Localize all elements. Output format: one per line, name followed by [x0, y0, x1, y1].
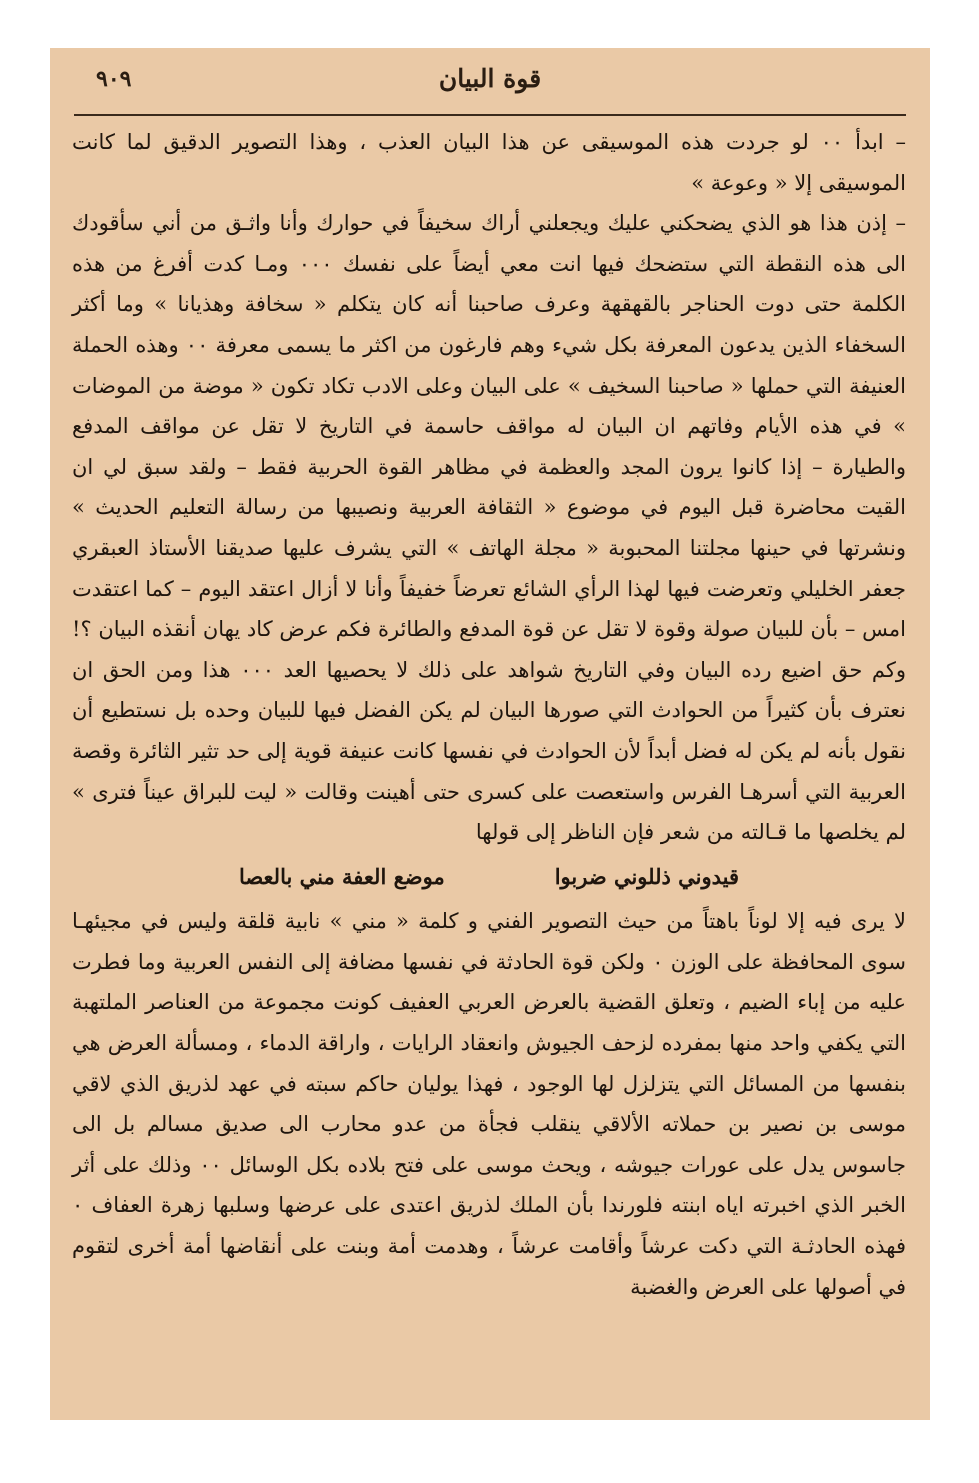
paragraph: لا يرى فيه إلا لوناً باهتاً من حيث التصوير الفني و كلمة « مني » نابية قلقة وليس في مجيئهـا سوى المحافظة على الوزن ٠ ولكن قوة الحادثة في نفسها مضافة إلى النفس العربية وما فطرت عليه من إباء الضيم ، وتعلق القضية بالعرض العربي العفيف كونت مجموعة من العناصر الملتهبة التي يكفي واحد منها بمفرده لزحف الجيوش وانعقاد الرايات ، واراقة الدماء ، ومسألة العرض هي بنفسها من المسائل التي يتزلزل لها الوجود ، فهذا يوليان حاكم سبته في عهد لذريق الذي لاقي موسى بن نصير بن حملاته الألاقي ينقلب فجأة من عدو محارب الى صديق مسالم بل الى جاسوس يدل على عورات جيوشه ، ويحث موسى على فتح بلاده بكل الوسائل ٠٠ وذلك على أثر الخبر الذي اخبرته اياه ابنته فلورندا بأن الملك لذريق اعتدى على عرضها وسلبها زهرة العفاف ٠ فهذه الحادثـة التي دكت عرشاً وأقامت عرشاً ، وهدمت أمة وبنت على أنقاضها أمة أخرى لتقوم في أصولها على العرض والغضبة — [72, 909, 907, 1299]
verse-second-hemistich: موضع العفة مني بالعصا — [238, 863, 445, 889]
header-rule — [74, 114, 906, 116]
paragraph: – ابدأ ٠٠ لو جردت هذه الموسيقى عن هذا البيان العذب ، وهذا التصوير الدقيق لما كانت الموسيقى إلا « وعوعة » — [72, 130, 906, 195]
book-page — [50, 48, 930, 1420]
running-title: قوة البيان — [438, 64, 542, 93]
poem-verse — [72, 857, 906, 898]
page-body — [72, 122, 906, 1307]
verse-first-hemistich: قيدوني ذللوني ضربوا — [554, 863, 740, 889]
paragraph: – إذن هذا هو الذي يضحكني عليك ويجعلني أراك سخيفاً في حوارك وأنا واثـق من أني سأقودك الى هذه النقطة التي ستضحك فيها انت معي أيضاً على نفسك ٠٠٠ ومـا كدت أفرغ من هذه الكلمة حتى دوت الحناجر بالقهقهة وعرف صاحبنا أنه كان يتكلم « سخافة وهذيانا » وما أكثر السخفاء الذين يدعون المعرفة بكل شيء وهم فارغون من اكثر ما يسمى معرفة ٠٠ وهذه الحملة العنيفة التي حملها « صاحبنا السخيف » على البيان وعلى الادب تكاد تكون « موضة من الموضات » في هذه الأيام وفاتهم ان البيان له مواقف حاسمة في التاريخ لا تقل عن مواقف المدفع والطيارة – إذا كانوا يرون المجد والعظمة في مظاهر القوة الحربية فقط – ولقد سبق لي ان القيت محاضرة قبل اليوم في موضوع « الثقافة العربية ونصيبها من رسالة التعليم الحديث » ونشرتها في حينها مجلتنا المحبوبة « مجلة الهاتف » التي يشرف عليها صديقنا الأستاذ العبقري جعفر الخليلي وتعرضت فيها لهذا الرأي الشائع تعرضاً خفيفاً وأنا لا أزال اعتقد اليوم – كما اعتقدت امس – بأن للبيان صولة وقوة لا تقل عن قوة المدفع والطائرة فكم عرض كاد يهان أنقذه البيان ؟! وكم حق اضيع رده البيان وفي التاريخ شواهد على ذلك لا يحصيها العد ٠٠٠ هذا ومن الحق ان نعترف بأن كثيراً من الحوادث التي صورها البيان لم يكن الفضل فيها للبيان وحده بل نستطيع أن نقول بأنه لم يكن له فضل أبداً لأن الحوادث في نفسها كانت عنيفة قوية إلى حد تثير الثائرة وقصة العربية التي أسرهـا الفرس واستعصت على كسرى حتى أهينت وقالت « ليت للبراق عيناً فترى » لم يخلصها ما قـالته من شعر فإن الناظر إلى قولها — [72, 211, 907, 845]
page-number: ٩٠٩ — [96, 66, 132, 92]
page-header — [50, 64, 930, 104]
